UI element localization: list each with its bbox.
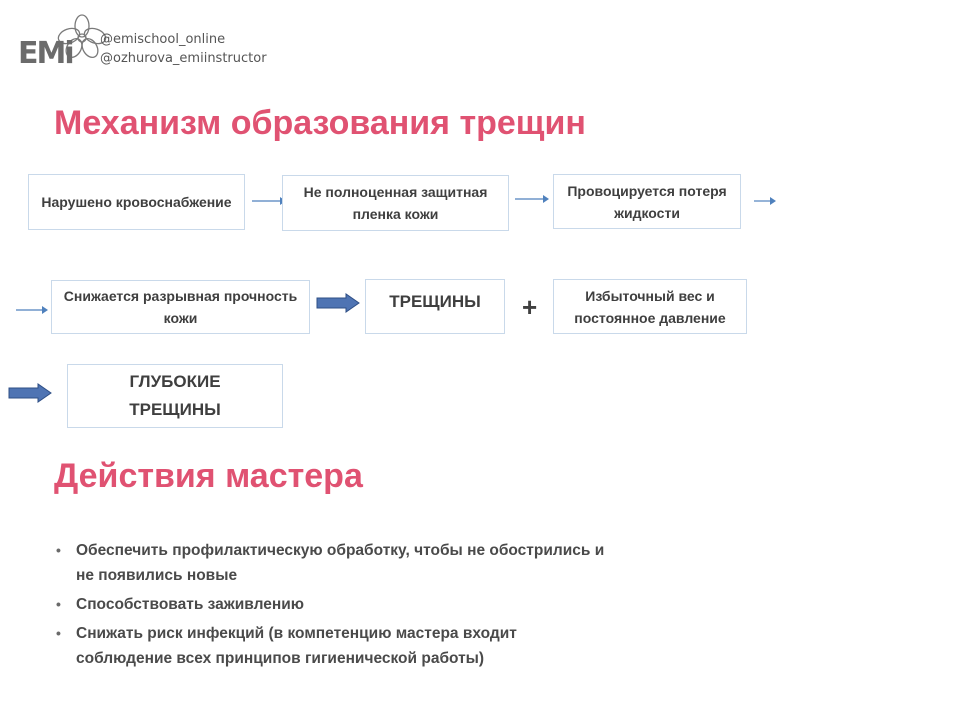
- arrow-4-icon: [16, 304, 48, 316]
- master-actions-list: [54, 538, 614, 675]
- box-impaired-blood-supply: Нарушено кровоснабжение: [28, 174, 245, 230]
- logo-text: EMi: [18, 36, 73, 71]
- arrow-2-icon: [515, 193, 549, 205]
- box-cracks: ТРЕЩИНЫ: [365, 279, 505, 334]
- box-deep-cracks: ГЛУБОКИЕ ТРЕЩИНЫ: [67, 364, 283, 428]
- arrow-1-icon: [252, 195, 286, 207]
- plus-sign: +: [522, 292, 538, 322]
- fat-arrow-1-icon: [316, 293, 360, 313]
- arrow-3-icon: [754, 195, 776, 207]
- handle-ozhurova: @ozhurova_emiinstructor: [100, 51, 267, 66]
- brand-logo: [18, 14, 298, 70]
- fat-arrow-2-icon: [8, 383, 52, 403]
- handle-emischool: @emischool_online: [100, 32, 226, 47]
- box-excess-weight-pressure: Избыточный вес и постоянное давление: [553, 279, 747, 334]
- box-incomplete-protective-film: Не полноценная защитная пленка кожи: [282, 175, 509, 231]
- social-handles: [100, 30, 267, 68]
- list-item: • Обеспечить профилактическую обработку, чтобы не обострились и не появились новые: [54, 538, 614, 588]
- mechanism-heading: Механизм образования трещин: [54, 104, 586, 142]
- box-fluid-loss: Провоцируется потеря жидкости: [553, 174, 741, 229]
- list-item: • Способствовать заживлению: [54, 592, 614, 617]
- list-item: • Снижать риск инфекций (в компетенцию мастера входит соблюдение всех принципов гигиенической работы): [54, 621, 614, 671]
- box-reduced-tensile-strength: Снижается разрывная прочность кожи: [51, 280, 310, 334]
- master-actions-heading: Действия мастера: [54, 457, 363, 495]
